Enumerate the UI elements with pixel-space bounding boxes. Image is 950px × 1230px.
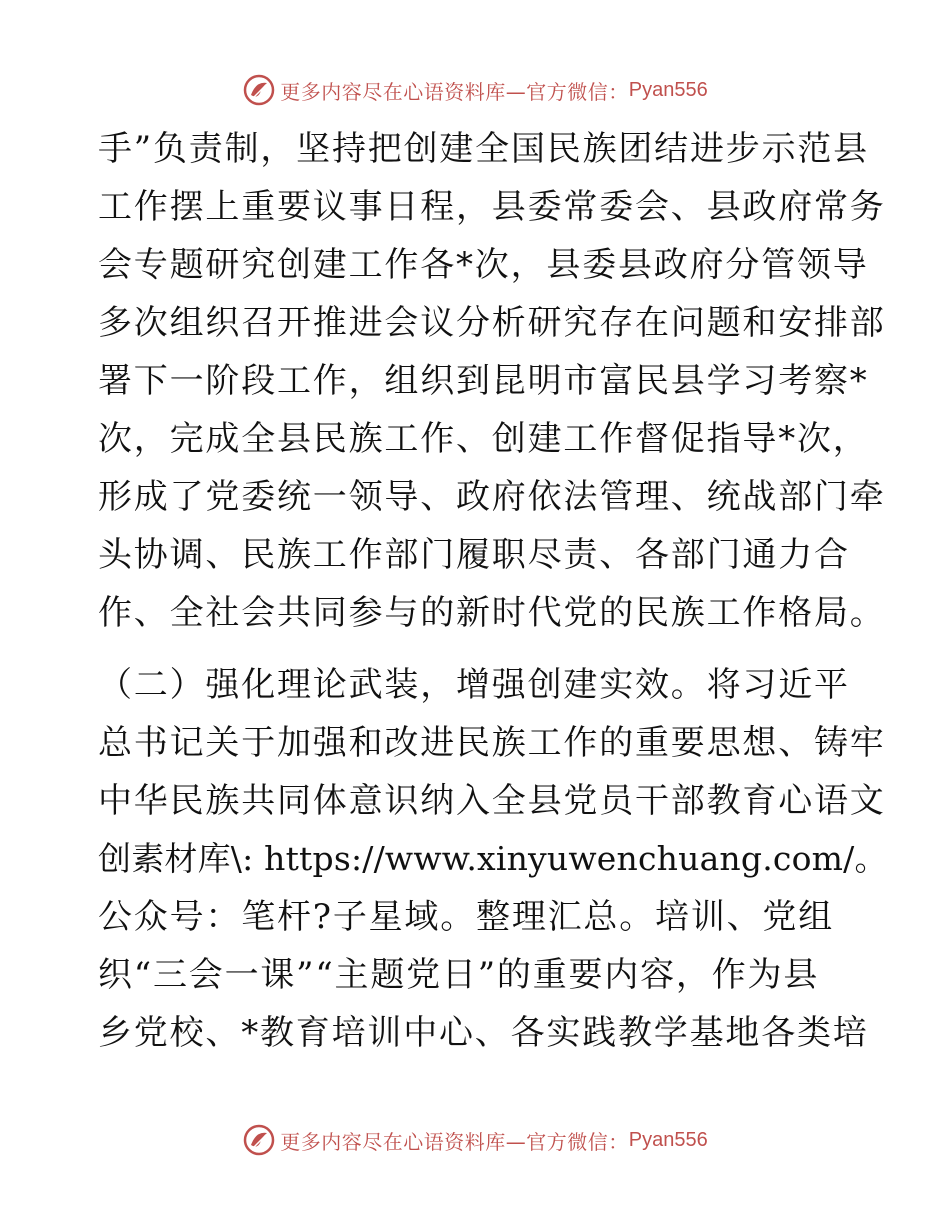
text-line: 形成了党委统一领导、政府依法管理、统战部门牵 (98, 477, 886, 517)
text-line: 公众号：笔杆?子星域。整理汇总。培训、党组 (98, 897, 835, 937)
text-line: 手”负责制，坚持把创建全国民族团结进步示范县 (98, 129, 869, 169)
text-line: 乡党校、*教育培训中心、各实践教学基地各类培 (98, 1013, 869, 1053)
banner-text: 更多内容尽在心语资料库—官方微信： (280, 79, 629, 104)
footer-watermark-banner (0, 1120, 950, 1160)
document-body (98, 120, 888, 1062)
text-line: 总书记关于加强和改进民族工作的重要思想、铸牢 (98, 723, 886, 763)
banner-handle: Pyan556 (628, 78, 708, 101)
logo-icon (242, 1123, 276, 1157)
paragraph-2 (98, 656, 888, 1062)
header-watermark-banner (0, 70, 950, 110)
text-line: 多次组织召开推进会议分析研究存在问题和安排部 (98, 303, 886, 343)
url-text-line: 创素材库\: https://www.xinyuwenchuang.com/。 (98, 839, 888, 878)
banner-text: 更多内容尽在心语资料库—官方微信： (280, 1129, 629, 1154)
text-line: 工作摆上重要议事日程，县委常委会、县政府常务 (98, 187, 886, 227)
text-line: 作、全社会共同参与的新时代党的民族工作格局。 (98, 593, 886, 633)
text-line: 次，完成全县民族工作、创建工作督促指导*次， (98, 419, 869, 459)
text-line: 会专题研究创建工作各*次，县委县政府分管领导 (98, 245, 869, 285)
text-line: 织“三会一课”“主题党日”的重要内容，作为县 (98, 955, 820, 995)
text-line: 署下一阶段工作，组织到昆明市富民县学习考察* (98, 361, 869, 401)
logo-icon (242, 73, 276, 107)
section-heading-line: （二）强化理论武装，增强创建实效。将习近平 (98, 665, 850, 705)
paragraph-1 (98, 120, 886, 642)
text-line: 中华民族共同体意识纳入全县党员干部教育心语文 (98, 781, 886, 821)
banner-handle: Pyan556 (628, 1128, 708, 1151)
text-line: 头协调、民族工作部门履职尽责、各部门通力合 (98, 535, 850, 575)
